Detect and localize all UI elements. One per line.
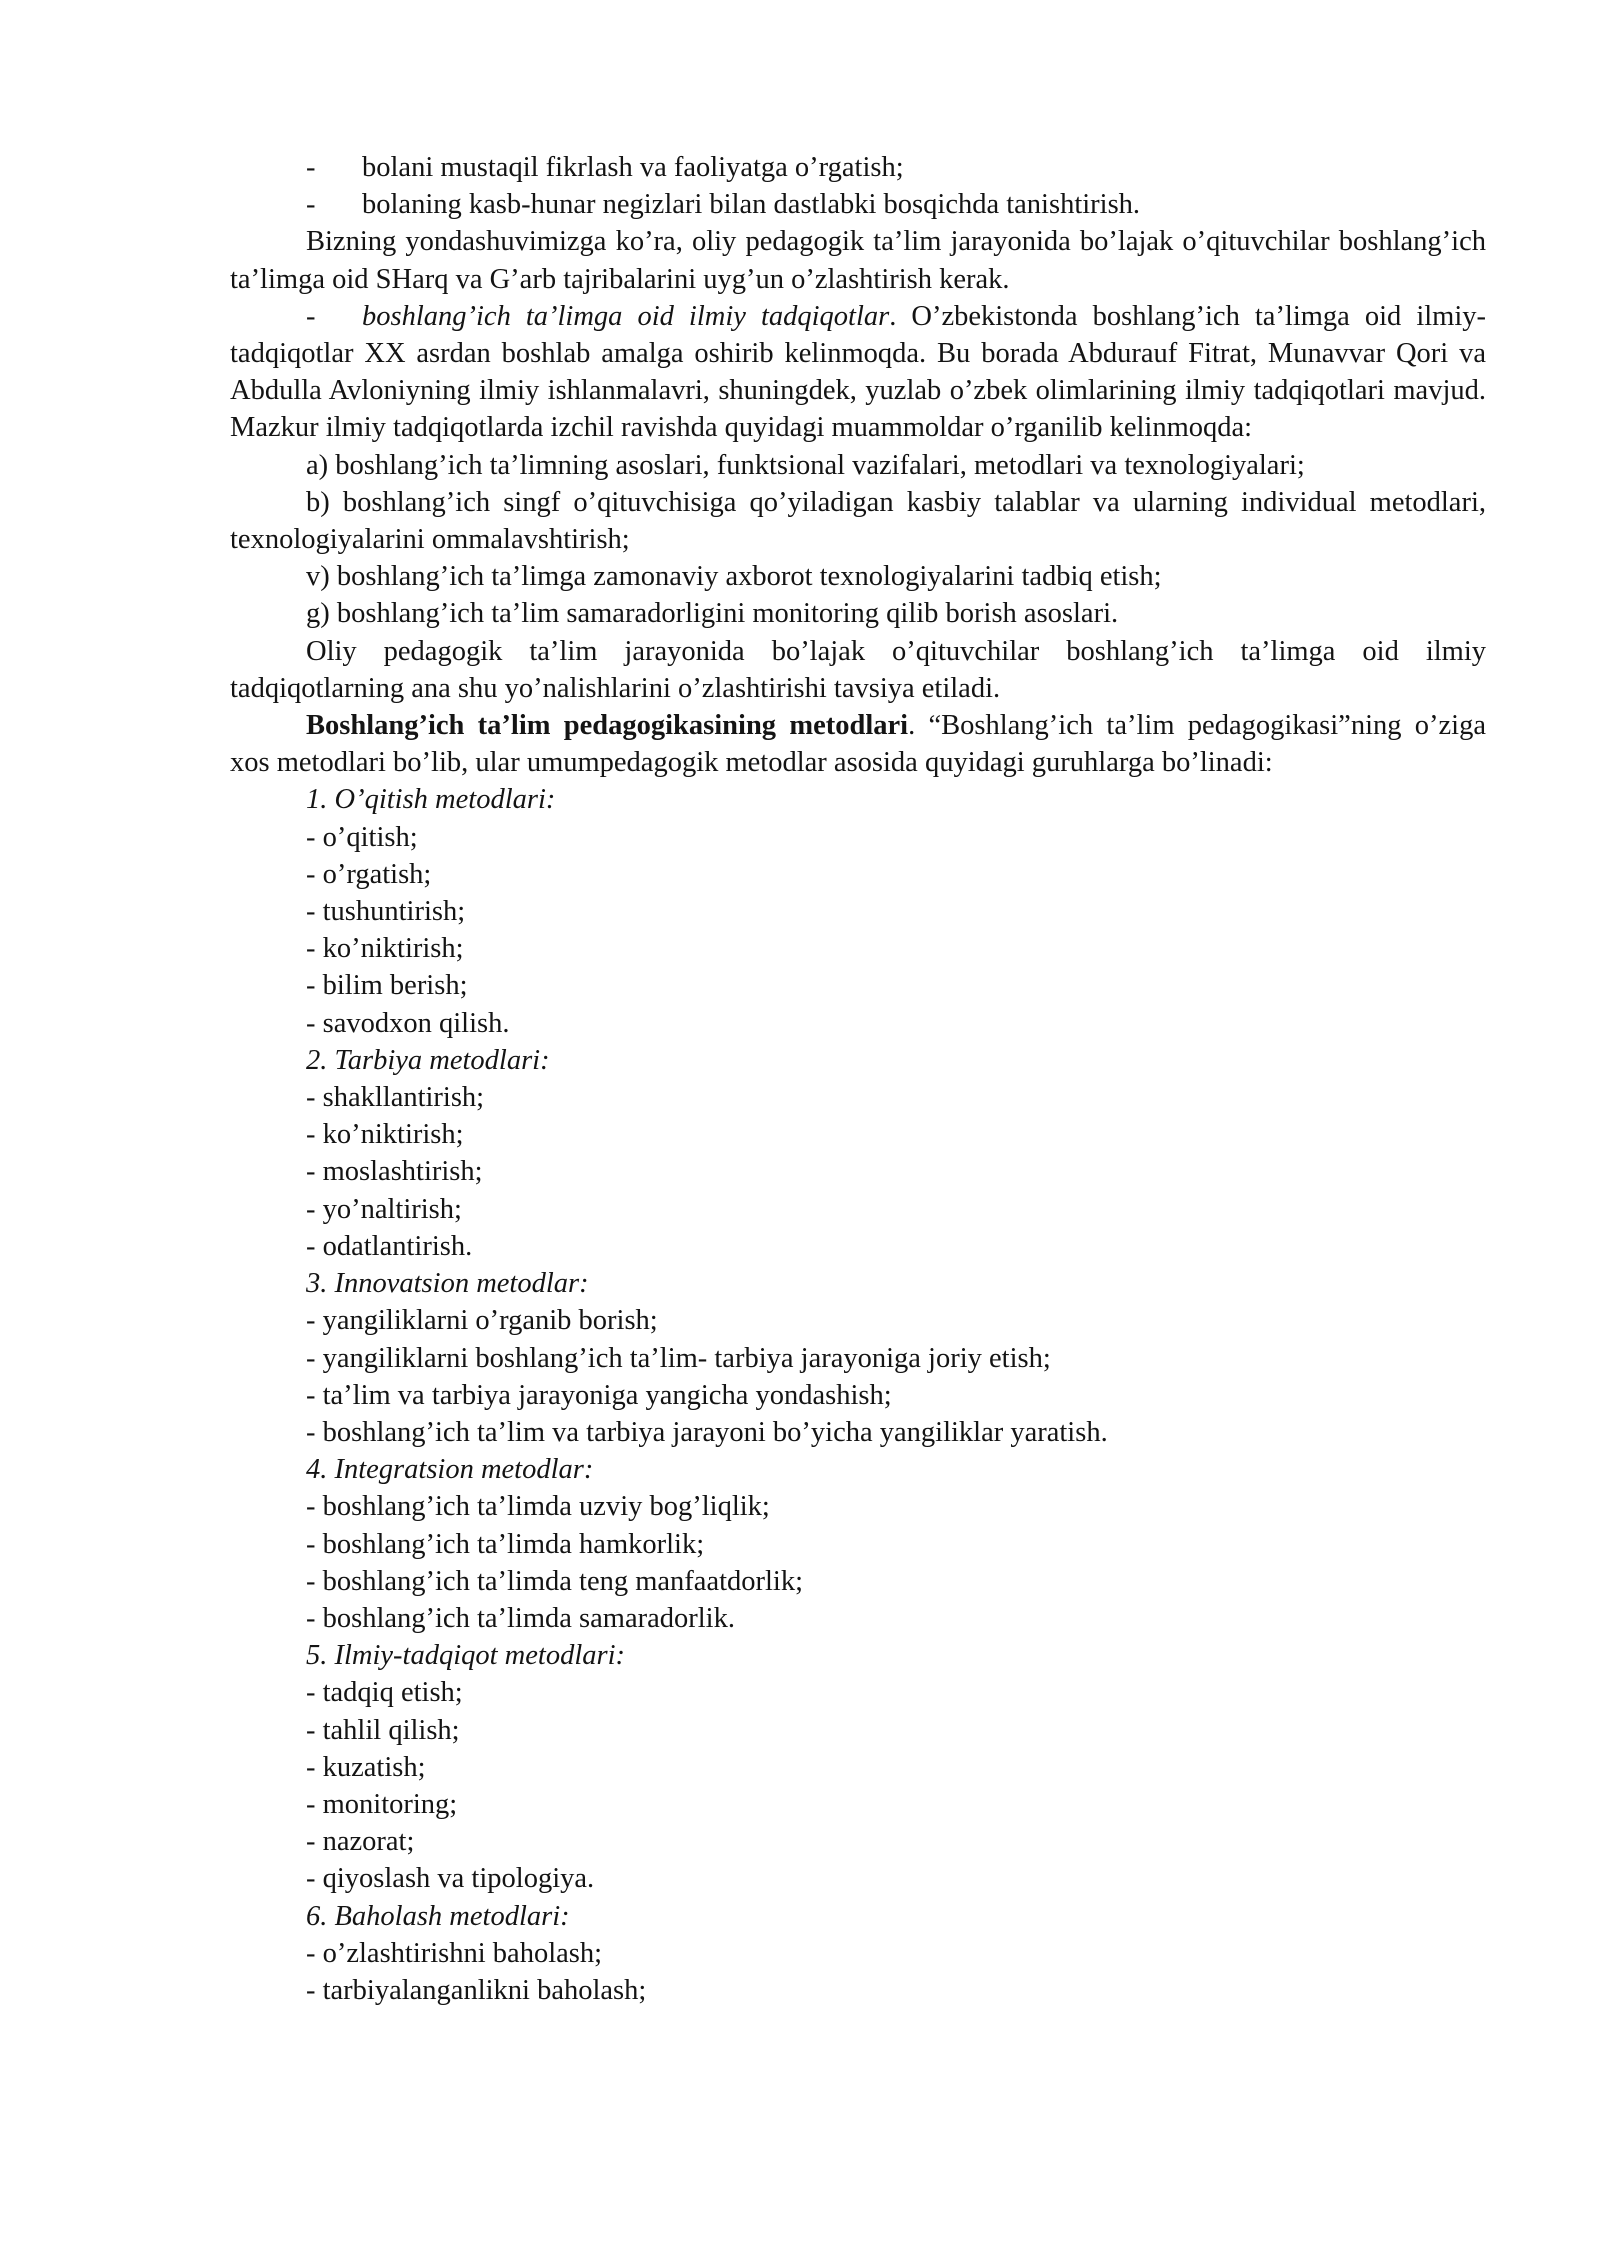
list-item: - monitoring; [306, 1788, 458, 1820]
methods-group-title: 1. O’qitish metodlari: [306, 784, 556, 816]
list-item: - boshlang’ich ta’lim va tarbiya jarayoni bo’yicha yangiliklar yaratish. [306, 1416, 1108, 1448]
research-item-a: a) boshlang’ich ta’limning asoslari, funktsional vazifalari, metodlari va texnologiyalari; [306, 449, 1305, 481]
methods-group-title: 5. Ilmiy-tadqiqot metodlari: [306, 1640, 625, 1672]
list-item: - o’rgatish; [306, 858, 432, 890]
methods-group-title: 6. Baholash metodlari: [306, 1900, 570, 1932]
approach-paragraph: Bizning yondashuvimizga ko’ra, oliy pedagogik ta’lim jarayonida bo’lajak o’qituvchilar boshlang’ich ta’limga oid SHarq va G’arb tajribalarini uyg’un o’zlashtirish kerak. [230, 226, 1486, 295]
methods-group-4 [230, 1451, 1486, 1637]
list-item: - ta’lim va tarbiya jarayoniga yangicha yondashish; [306, 1379, 892, 1411]
methods-group-title: 3. Innovatsion metodlar: [306, 1268, 589, 1300]
list-item: - savodxon qilish. [306, 1007, 510, 1039]
methods-group-title: 4. Integratsion metodlar: [306, 1454, 594, 1486]
list-item: - yangiliklarni o’rganib borish; [306, 1305, 658, 1337]
list-item: - kuzatish; [306, 1751, 426, 1783]
methods-group-3 [230, 1265, 1486, 1451]
methods-paragraph [230, 707, 1486, 781]
list-item: - o’zlashtirishni baholash; [306, 1937, 603, 1969]
list-item: - boshlang’ich ta’limda hamkorlik; [306, 1528, 705, 1560]
list-item: - tarbiyalanganlikni baholash; [306, 1974, 647, 2006]
research-item-g: g) boshlang’ich ta’lim samaradorligini monitoring qilib borish asoslari. [306, 598, 1119, 630]
intro-bullet-text: bolani mustaqil fikrlash va faoliyatga o’rgatish; [362, 152, 904, 183]
list-item: - moslashtirish; [306, 1156, 483, 1188]
research-item-v: v) boshlang’ich ta’limga zamonaviy axborot texnologiyalarini tadbiq etish; [306, 561, 1162, 593]
list-item: - odatlantirish. [306, 1230, 473, 1262]
methods-group-1 [230, 781, 1486, 1041]
dash-marker: - [306, 152, 316, 183]
document-page [230, 149, 1486, 2009]
list-item: - o’qitish; [306, 821, 418, 853]
list-item: - tahlil qilish; [306, 1714, 460, 1746]
list-item: - yangiliklarni boshlang’ich ta’lim- tarbiya jarayoniga joriy etish; [306, 1342, 1051, 1374]
list-item: - boshlang’ich ta’limda teng manfaatdorlik; [306, 1565, 804, 1597]
list-item: - yo’naltirish; [306, 1193, 462, 1225]
methods-text: . “Boshlang’ich ta’lim pedagogikasi”ning o’ziga xos metodlari bo’lib, ular umumpedagogik metodlar asosida quyidagi guruhlarga bo’linadi: [230, 710, 1486, 779]
dash-marker: - [306, 300, 316, 332]
research-text: . O’zbekistonda boshlang’ich ta’limga oid ilmiy-tadqiqotlar XX asrdan boshlab amalga oshirib kelinmoqda. Bu borada Abdurauf Fitrat, Munavvar Qori va Abdulla Avloniyning ilmiy ishlanmalavri, shuningdek, yuzlab o’zbek olimlarining ilmiy tadqiqotlari mavjud. Mazkur ilmiy tadqiqotlarda izchil ravishda quyidagi muammoldar o’rganilib kelinmoqda: [230, 300, 1486, 444]
list-item: - ko’niktirish; [306, 933, 464, 965]
dash-marker: - [306, 189, 316, 221]
methods-group-5 [230, 1637, 1486, 1897]
list-item: - ko’niktirish; [306, 1119, 464, 1151]
methods-group-2 [230, 1042, 1486, 1265]
research-heading: boshlang’ich ta’limga oid ilmiy tadqiqotlar [362, 300, 890, 332]
intro-bullet-text: bolaning kasb-hunar negizlari bilan dastlabki bosqichda tanishtirish. [362, 189, 1141, 221]
methods-group-6 [230, 1898, 1486, 2010]
methods-heading: Boshlang’ich ta’lim pedagogikasining metodlari [306, 710, 909, 742]
list-item: - qiyoslash va tipologiya. [306, 1863, 595, 1895]
list-item: - tushuntirish; [306, 896, 466, 928]
list-item: - boshlang’ich ta’limda samaradorlik. [306, 1602, 735, 1634]
list-item: - nazorat; [306, 1826, 415, 1858]
list-item: - tadqiq etish; [306, 1677, 463, 1709]
research-paragraph [230, 298, 1486, 447]
intro-bullet [230, 186, 1486, 223]
intro-bullet [230, 149, 1486, 186]
research-item-b: b) boshlang’ich singf o’qituvchisiga qo’yiladigan kasbiy talablar va ularning individual metodlari, texnologiyalarini ommalavshtirish; [230, 486, 1486, 556]
list-item: - boshlang’ich ta’limda uzviy bog’liqlik; [306, 1491, 770, 1523]
list-item: - shakllantirish; [306, 1082, 485, 1114]
recommend-paragraph: Oliy pedagogik ta’lim jarayonida bo’lajak o’qituvchilar boshlang’ich ta’limga oid ilmiy tadqiqotlarning ana shu yo’nalishlarini o’zlashtirishi tavsiya etiladi. [230, 635, 1486, 704]
list-item: - bilim berish; [306, 970, 468, 1002]
methods-group-title: 2. Tarbiya metodlari: [306, 1044, 550, 1076]
